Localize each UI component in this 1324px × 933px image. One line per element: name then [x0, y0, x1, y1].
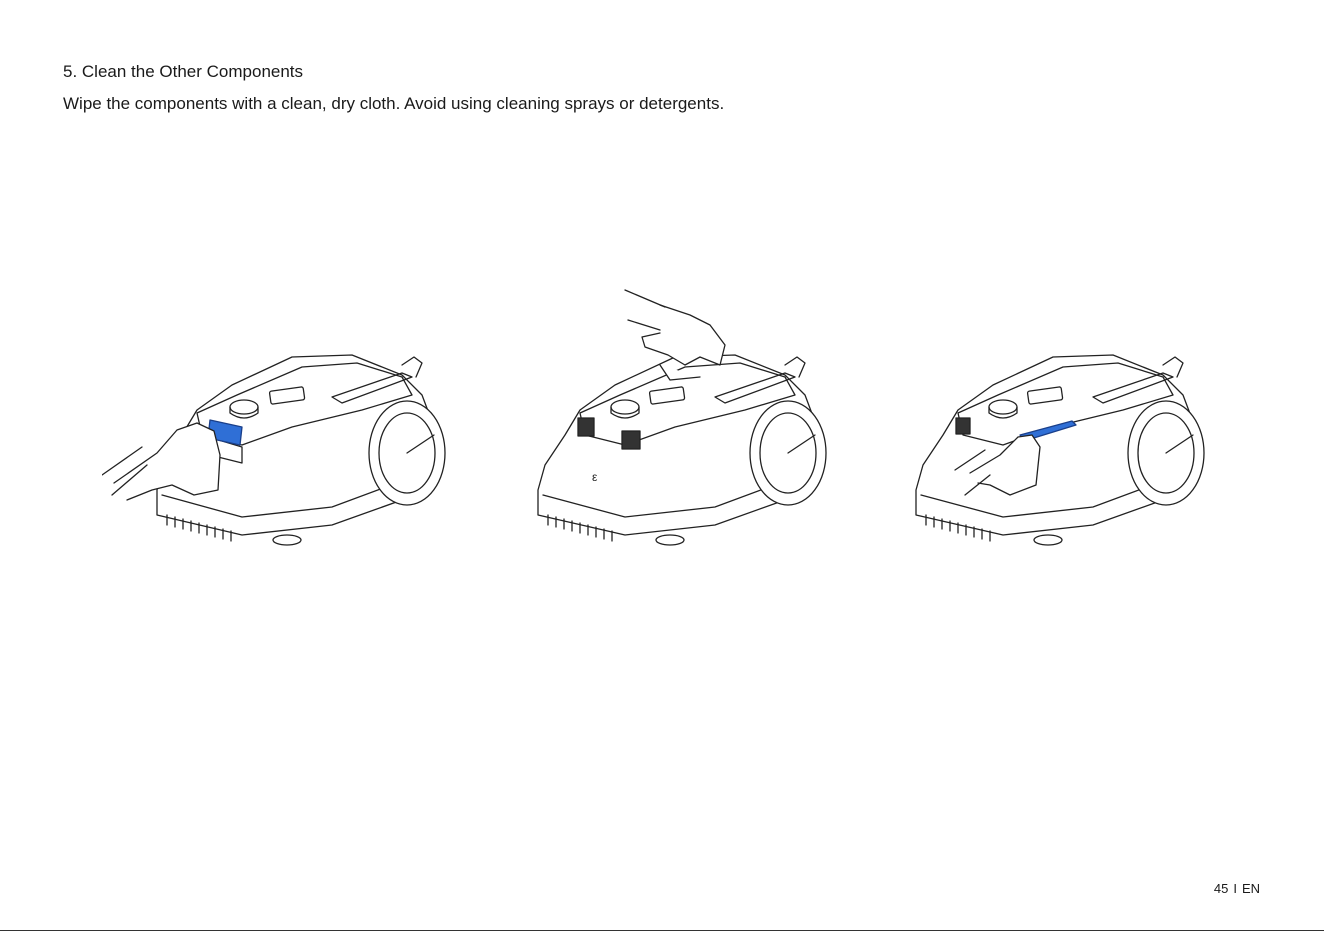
hand-with-cloth: [642, 305, 725, 365]
section-heading: 5. Clean the Other Components: [63, 62, 304, 81]
page-footer: [1214, 881, 1260, 897]
language-code: EN: [1241, 881, 1260, 896]
bottom-rule: [0, 930, 1324, 931]
illustration-wipe-top-cover: [520, 285, 880, 550]
svg-text:ε: ε: [592, 470, 598, 484]
page-number: 45: [1213, 881, 1229, 896]
illustration-wipe-front-sensor: [102, 285, 462, 550]
footer-separator: I: [1233, 881, 1237, 896]
illustration-wipe-front-strip: [900, 285, 1260, 550]
cleaning-instruction: Wipe the components with a clean, dry cloth. Avoid using cleaning sprays or detergents.: [63, 94, 725, 113]
